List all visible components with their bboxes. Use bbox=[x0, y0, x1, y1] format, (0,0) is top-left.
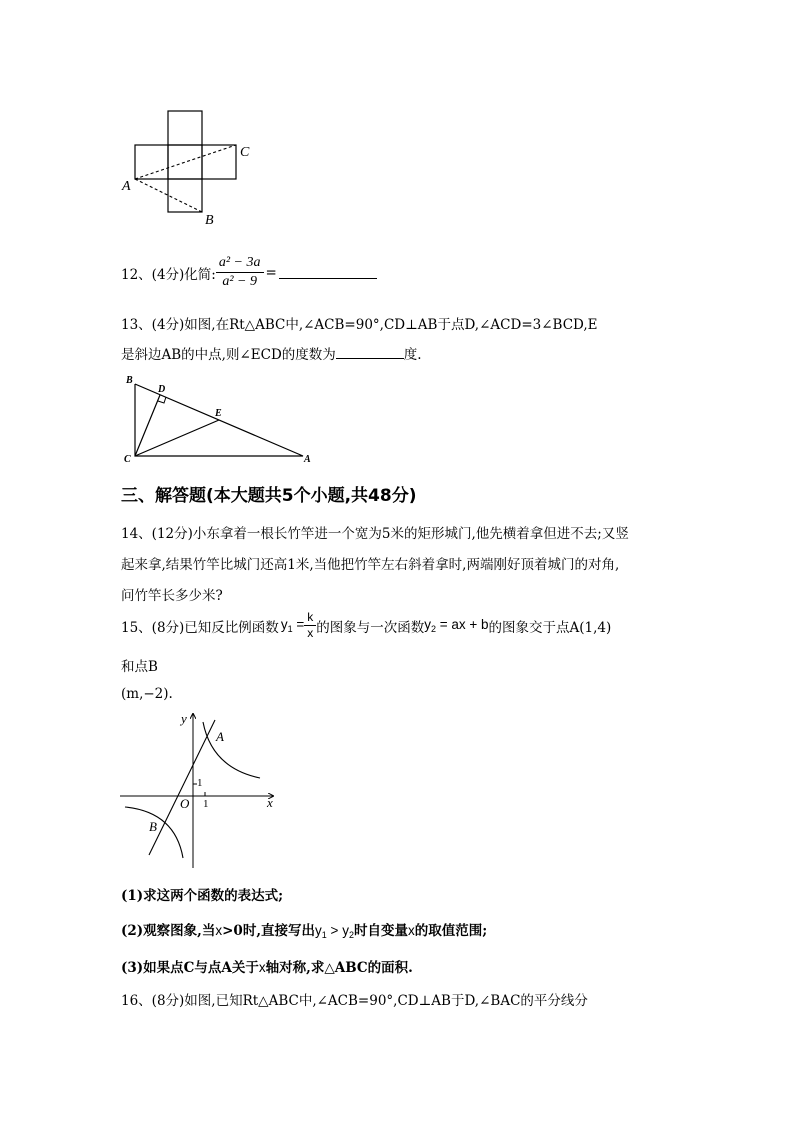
q15-part3: 的图象交于点A(1,4) bbox=[488, 619, 612, 636]
q15-k-over-x: $\frac{k}{x}$ bbox=[304, 610, 316, 641]
q15-part2: 的图象与一次函数 bbox=[316, 619, 425, 636]
q14-line1: 14、(12分)小东拿着一根长竹竿进一个宽为5米的矩形城门,他先横着拿但进不去;又竖 bbox=[121, 526, 629, 542]
q15-part1: 15、(8分)已知反比例函数 bbox=[121, 619, 279, 636]
label-b: B bbox=[126, 375, 133, 386]
label-b: B bbox=[205, 213, 214, 228]
label-c: C bbox=[240, 145, 250, 160]
label-e: E bbox=[215, 408, 222, 419]
q15-sub1: (1)求这两个函数的表达式; bbox=[121, 888, 284, 904]
q13-line1: 13、(4分)如图,在Rt△ABC中,∠ACB=90°,CD⊥AB于点D,∠ACD=3∠BCD,E bbox=[121, 317, 598, 333]
q12-equals: = bbox=[265, 264, 277, 281]
q15-y2: $y_2$ = ax + b bbox=[424, 617, 489, 634]
x-axis-label: x bbox=[267, 795, 273, 810]
section-3-title: 三、解答题(本大题共5个小题,共48分) bbox=[121, 486, 417, 506]
label-a: A bbox=[122, 179, 131, 194]
label-a: A bbox=[304, 454, 311, 464]
q15-y1: $y_1$ = bbox=[280, 617, 305, 634]
question-12 bbox=[121, 254, 377, 291]
label-c: C bbox=[124, 454, 131, 464]
right-triangle-figure bbox=[118, 372, 318, 464]
tick-y-1: 1 bbox=[197, 777, 203, 789]
function-graph-figure bbox=[115, 708, 285, 873]
question-15 bbox=[121, 610, 611, 641]
q14-line3: 问竹竿长多少米? bbox=[121, 588, 223, 604]
q15-line2: 和点B bbox=[121, 659, 158, 675]
q12-denominator: a² − 9 bbox=[222, 274, 258, 289]
q14-line2: 起来拿,结果竹竿比城门还高1米,当他把竹竿左右斜着拿时,两端刚好顶着城门的对角, bbox=[121, 557, 620, 573]
q15-sub3: (3)如果点C与点A关于x轴对称,求△ABC的面积. bbox=[121, 960, 413, 976]
cube-net-figure bbox=[115, 105, 265, 230]
q13-line2 bbox=[121, 343, 422, 363]
q12-answer-blank[interactable] bbox=[279, 266, 377, 279]
q15-sub2: (2)观察图象,当x>0时,直接写出$y_1 > y_2$时自变量x的取值范围; bbox=[121, 923, 488, 940]
q16-line1: 16、(8分)如图,已知Rt△ABC中,∠ACB=90°,CD⊥AB于D,∠BAC的平分线分 bbox=[121, 993, 588, 1009]
q15-line3: (m,−2). bbox=[121, 686, 173, 702]
q12-prefix: 12、(4分)化简: bbox=[121, 266, 216, 283]
q13-answer-blank[interactable] bbox=[336, 346, 404, 359]
label-d: D bbox=[158, 384, 166, 395]
q12-numerator: a² − 3a bbox=[216, 254, 264, 273]
q12-fraction bbox=[216, 254, 264, 291]
y-axis-label: y bbox=[181, 711, 187, 726]
q13-text-a: 是斜边AB的中点,则∠ECD的度数为 bbox=[121, 347, 336, 363]
q13-text-b: 度. bbox=[403, 347, 422, 363]
tick-x-1: 1 bbox=[203, 798, 209, 810]
point-b-label: B bbox=[149, 819, 157, 834]
point-a-label: A bbox=[216, 729, 224, 744]
origin-label: O bbox=[180, 796, 190, 811]
